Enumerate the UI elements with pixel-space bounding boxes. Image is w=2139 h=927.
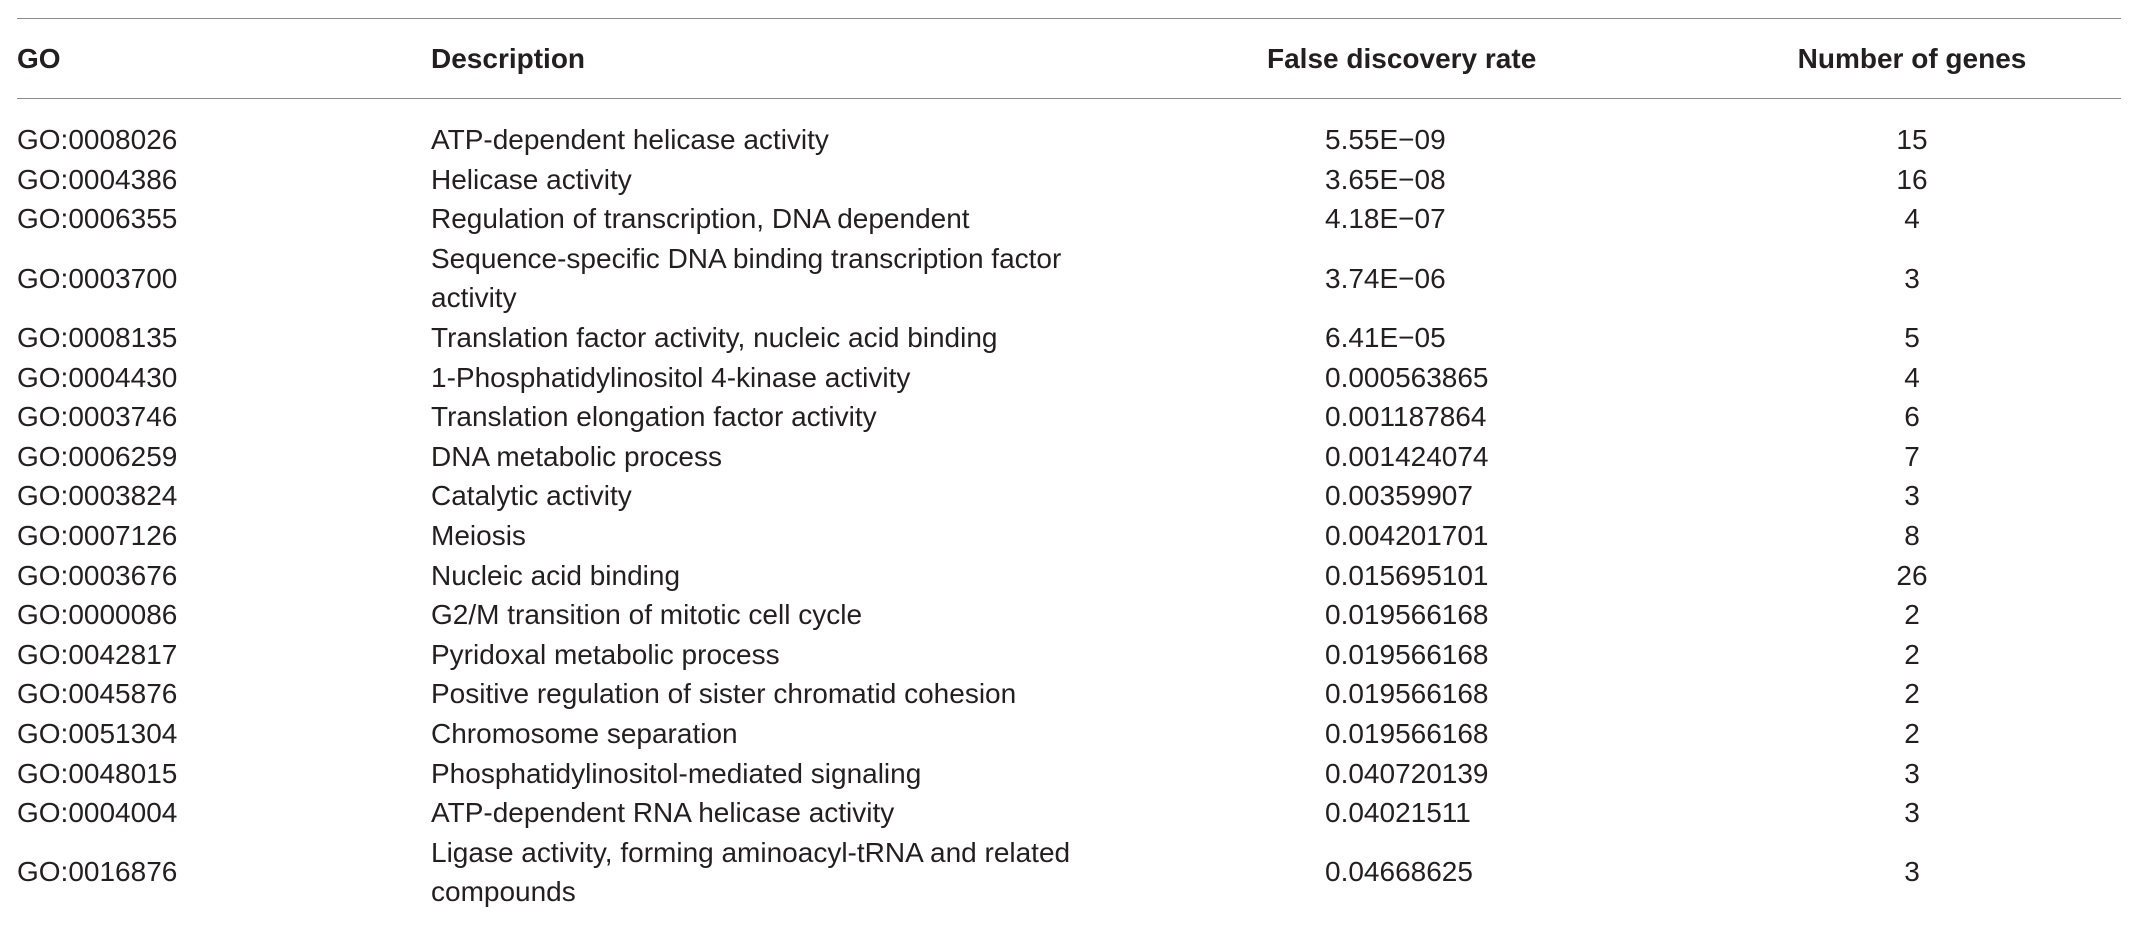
table-row (17, 556, 2121, 596)
cell-description: Regulation of transcription, DNA dependent (431, 203, 970, 235)
cell-number-of-genes: 15 (1896, 124, 1928, 155)
cell-description: Nucleic acid binding (431, 559, 681, 591)
cell-go-id: GO:0048015 (17, 757, 178, 789)
cell-false-discovery-rate: 0.019566168 (1325, 638, 1489, 670)
cell-description: Translation elongation factor activity (431, 401, 877, 433)
cell-description: DNA metabolic process (431, 440, 723, 472)
table-row (17, 833, 2121, 912)
cell-false-discovery-rate: 0.040720139 (1325, 757, 1489, 789)
cell-description: ATP-dependent helicase activity (431, 124, 829, 155)
cell-go-id: GO:0006355 (17, 203, 178, 235)
table-row (17, 793, 2121, 833)
cell-false-discovery-rate: 3.74E−06 (1325, 262, 1446, 294)
cell-go-id: GO:0004004 (17, 797, 178, 829)
cell-go-id: GO:0008135 (17, 321, 178, 353)
cell-number-of-genes: 3 (1904, 480, 1920, 512)
cell-description: Translation factor activity, nucleic acid binding (431, 321, 998, 353)
cell-go-id: GO:0000086 (17, 599, 178, 631)
cell-description: G2/M transition of mitotic cell cycle (431, 599, 863, 631)
cell-number-of-genes: 16 (1896, 163, 1928, 195)
cell-description: Phosphatidylinositol-mediated signaling (431, 757, 922, 789)
cell-description: Pyridoxal metabolic process (431, 638, 780, 670)
table-row (17, 674, 2121, 714)
table-row (17, 516, 2121, 556)
cell-false-discovery-rate: 5.55E−09 (1325, 124, 1446, 155)
cell-number-of-genes: 4 (1904, 361, 1920, 393)
table-row (17, 397, 2121, 437)
cell-go-id: GO:0004386 (17, 163, 178, 195)
table-row (17, 358, 2121, 398)
cell-description: Sequence-specific DNA binding transcription factor activity (431, 242, 1062, 314)
cell-false-discovery-rate: 0.000563865 (1325, 361, 1489, 393)
cell-description: Meiosis (431, 519, 526, 551)
cell-false-discovery-rate: 6.41E−05 (1325, 321, 1446, 353)
table-row (17, 635, 2121, 675)
cell-go-id: GO:0003676 (17, 559, 178, 591)
cell-false-discovery-rate: 0.04021511 (1325, 797, 1471, 829)
cell-false-discovery-rate: 0.001424074 (1325, 440, 1489, 472)
cell-false-discovery-rate: 0.019566168 (1325, 717, 1489, 749)
cell-go-id: GO:0016876 (17, 856, 178, 888)
cell-go-id: GO:0006259 (17, 440, 178, 472)
cell-go-id: GO:0045876 (17, 678, 178, 710)
cell-go-id: GO:0042817 (17, 638, 178, 670)
table-row (17, 476, 2121, 516)
cell-false-discovery-rate: 4.18E−07 (1325, 203, 1446, 235)
cell-number-of-genes: 7 (1904, 440, 1920, 472)
table-row (17, 239, 2121, 318)
cell-number-of-genes: 4 (1904, 203, 1920, 235)
cell-go-id: GO:0007126 (17, 519, 178, 551)
cell-number-of-genes: 6 (1904, 401, 1920, 433)
cell-go-id: GO:0003700 (17, 262, 178, 294)
header-number-of-genes: Number of genes (1797, 43, 2027, 74)
cell-false-discovery-rate: 0.001187864 (1325, 401, 1487, 433)
cell-false-discovery-rate: 0.019566168 (1325, 678, 1489, 710)
cell-false-discovery-rate: 0.00359907 (1325, 480, 1473, 512)
table-row (17, 437, 2121, 477)
cell-false-discovery-rate: 3.65E−08 (1325, 163, 1446, 195)
cell-description: 1-Phosphatidylinositol 4-kinase activity (431, 361, 911, 393)
cell-go-id: GO:0004430 (17, 361, 178, 393)
cell-number-of-genes: 3 (1904, 797, 1920, 829)
cell-number-of-genes: 2 (1904, 678, 1920, 710)
table-row (17, 120, 2121, 160)
table-row (17, 595, 2121, 635)
cell-false-discovery-rate: 0.015695101 (1325, 559, 1489, 591)
cell-description: Ligase activity, forming aminoacyl-tRNA and related compounds (431, 836, 1071, 908)
header-false-discovery-rate: False discovery rate (1267, 43, 1537, 74)
table-body (17, 120, 2121, 912)
cell-number-of-genes: 8 (1904, 519, 1920, 551)
cell-false-discovery-rate: 0.04668625 (1325, 856, 1473, 888)
table-row (17, 714, 2121, 754)
cell-number-of-genes: 26 (1896, 559, 1928, 591)
header-description: Description (431, 43, 586, 74)
cell-go-id: GO:0051304 (17, 717, 178, 749)
cell-go-id: GO:0003824 (17, 480, 178, 512)
cell-number-of-genes: 2 (1904, 717, 1920, 749)
cell-number-of-genes: 2 (1904, 638, 1920, 670)
cell-description: Chromosome separation (431, 717, 738, 749)
table-row (17, 318, 2121, 358)
cell-false-discovery-rate: 0.004201701 (1325, 519, 1489, 551)
cell-number-of-genes: 2 (1904, 599, 1920, 631)
table-row (17, 754, 2121, 794)
cell-description: Helicase activity (431, 163, 632, 195)
table-header-row (17, 19, 2121, 98)
cell-description: ATP-dependent RNA helicase activity (431, 797, 895, 829)
table-row (17, 199, 2121, 239)
cell-description: Positive regulation of sister chromatid cohesion (431, 678, 1017, 710)
cell-number-of-genes: 3 (1904, 856, 1920, 888)
table-header-rule (17, 98, 2121, 99)
header-go: GO (17, 43, 61, 74)
cell-false-discovery-rate: 0.019566168 (1325, 599, 1489, 631)
cell-go-id: GO:0008026 (17, 124, 178, 155)
cell-number-of-genes: 5 (1904, 321, 1920, 353)
cell-number-of-genes: 3 (1904, 262, 1920, 294)
table-row (17, 160, 2121, 200)
cell-go-id: GO:0003746 (17, 401, 178, 433)
cell-description: Catalytic activity (431, 480, 632, 512)
cell-number-of-genes: 3 (1904, 757, 1920, 789)
